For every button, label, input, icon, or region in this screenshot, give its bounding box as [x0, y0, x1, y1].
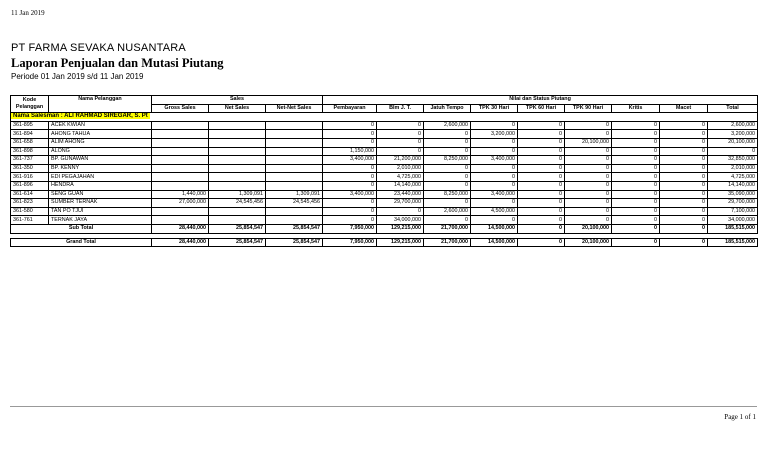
cell-total: 7,100,000: [708, 207, 758, 216]
cell-tpk90: 0: [565, 216, 612, 225]
cell-jatuh_tempo: 0: [424, 138, 471, 147]
cell-kode: 361-761: [11, 216, 49, 225]
cell-jatuh_tempo: 0: [424, 164, 471, 173]
cell-tpk90: 0: [565, 121, 612, 130]
header-sales-group: Sales: [152, 96, 323, 105]
cell-netnet: [266, 130, 323, 139]
table-row: [11, 207, 758, 216]
header-tpk-30: TPK 30 Hari: [471, 104, 518, 113]
cell-kode: 361-895: [11, 121, 49, 130]
company-name: PT FARMA SEVAKA NUSANTARA: [11, 42, 186, 54]
header-net-net-sales: Net-Net Sales: [266, 104, 323, 113]
table-row: [11, 147, 758, 156]
cell-total: 0: [708, 147, 758, 156]
report-table: [10, 95, 758, 247]
salesman-label: Nama Salesman : ALI RAHMAD SIREGAR, S. Pt: [13, 113, 148, 120]
cell-netnet: [266, 181, 323, 190]
cell-tpk30: 0: [471, 164, 518, 173]
cell-jatuh_tempo: 0: [424, 130, 471, 139]
cell-tpk60: 0: [518, 173, 565, 182]
grand-total-row-total: 185,515,000: [708, 238, 758, 247]
cell-nama: ALIM AHONG: [49, 138, 152, 147]
cell-blm_jt: 0: [377, 138, 424, 147]
cell-blm_jt: 34,000,000: [377, 216, 424, 225]
cell-kritis: 0: [612, 156, 660, 165]
cell-total: 2,010,000: [708, 164, 758, 173]
cell-gross: [152, 207, 209, 216]
table-row: [11, 216, 758, 225]
cell-tpk30: 3,200,000: [471, 130, 518, 139]
cell-tpk90: 0: [565, 181, 612, 190]
cell-tpk30: 0: [471, 147, 518, 156]
cell-gross: [152, 156, 209, 165]
cell-macet: 0: [660, 181, 708, 190]
cell-tpk30: 0: [471, 199, 518, 208]
cell-gross: [152, 216, 209, 225]
cell-nama: SENG GUAN: [49, 190, 152, 199]
cell-total: 20,100,000: [708, 138, 758, 147]
cell-pembayaran: 0: [323, 130, 377, 139]
cell-tpk30: 0: [471, 173, 518, 182]
grand-total-row-pembayaran: 7,950,000: [323, 238, 377, 247]
cell-gross: [152, 121, 209, 130]
sub-total-row-tpk60: 0: [518, 224, 565, 233]
cell-nama: BP. KENNY: [49, 164, 152, 173]
table-row: [11, 181, 758, 190]
cell-kritis: 0: [612, 190, 660, 199]
cell-net: [209, 121, 266, 130]
sub-total-row-netnet: 25,854,547: [266, 224, 323, 233]
cell-kode: 361-823: [11, 199, 49, 208]
cell-total: 34,000,000: [708, 216, 758, 225]
cell-tpk90: 0: [565, 164, 612, 173]
table-row: [11, 121, 758, 130]
cell-net: [209, 147, 266, 156]
grand-total-row-jatuh_tempo: 21,700,000: [424, 238, 471, 247]
sub-total-row-pembayaran: 7,950,000: [323, 224, 377, 233]
cell-net: [209, 207, 266, 216]
header-gross-sales: Gross Sales: [152, 104, 209, 113]
cell-pembayaran: 0: [323, 199, 377, 208]
cell-net: [209, 216, 266, 225]
cell-tpk60: 0: [518, 199, 565, 208]
cell-pembayaran: 0: [323, 181, 377, 190]
cell-tpk30: 3,400,000: [471, 156, 518, 165]
cell-kritis: 0: [612, 164, 660, 173]
cell-kritis: 0: [612, 138, 660, 147]
cell-pembayaran: 0: [323, 207, 377, 216]
header-nama-pelanggan: Nama Pelanggan: [49, 96, 152, 113]
cell-jatuh_tempo: 0: [424, 216, 471, 225]
cell-kode: 361-896: [11, 181, 49, 190]
grand-total-row-gross: 28,440,000: [152, 238, 209, 247]
grand-total-row-tpk30: 14,500,000: [471, 238, 518, 247]
sub-total-row-label: Sub Total: [11, 224, 152, 233]
grand-total-row-kritis: 0: [612, 238, 660, 247]
cell-tpk90: 0: [565, 199, 612, 208]
cell-tpk60: 0: [518, 207, 565, 216]
sub-total-row-tpk30: 14,500,000: [471, 224, 518, 233]
cell-gross: 27,000,000: [152, 199, 209, 208]
cell-pembayaran: 0: [323, 121, 377, 130]
footer-divider: [10, 406, 757, 407]
cell-blm_jt: 14,140,000: [377, 181, 424, 190]
header-macet: Macet: [660, 104, 708, 113]
grand-total-row-tpk90: 20,100,000: [565, 238, 612, 247]
cell-nama: TAN PO TJUI: [49, 207, 152, 216]
cell-blm_jt: 0: [377, 121, 424, 130]
cell-gross: [152, 147, 209, 156]
cell-tpk90: 0: [565, 130, 612, 139]
cell-kode: 361-614: [11, 190, 49, 199]
cell-macet: 0: [660, 156, 708, 165]
cell-tpk30: 4,500,000: [471, 207, 518, 216]
cell-netnet: [266, 138, 323, 147]
sub-total-row-tpk90: 20,100,000: [565, 224, 612, 233]
cell-macet: 0: [660, 130, 708, 139]
cell-blm_jt: 21,200,000: [377, 156, 424, 165]
grand-total-row-label: Grand Total: [11, 238, 152, 247]
header-kritis: Kritis: [612, 104, 660, 113]
cell-gross: [152, 130, 209, 139]
cell-tpk60: 0: [518, 147, 565, 156]
cell-netnet: [266, 173, 323, 182]
cell-netnet: [266, 216, 323, 225]
cell-tpk90: 0: [565, 207, 612, 216]
cell-gross: 1,440,000: [152, 190, 209, 199]
cell-blm_jt: 4,725,000: [377, 173, 424, 182]
cell-pembayaran: 3,400,000: [323, 156, 377, 165]
header-pembayaran: Pembayaran: [323, 104, 377, 113]
cell-net: [209, 130, 266, 139]
cell-macet: 0: [660, 173, 708, 182]
cell-jatuh_tempo: 8,250,000: [424, 156, 471, 165]
cell-net: [209, 173, 266, 182]
cell-pembayaran: 0: [323, 138, 377, 147]
cell-kritis: 0: [612, 199, 660, 208]
grand-total-row-tpk60: 0: [518, 238, 565, 247]
cell-tpk30: 0: [471, 138, 518, 147]
cell-blm_jt: 23,440,000: [377, 190, 424, 199]
grand-total-row-blm_jt: 129,215,000: [377, 238, 424, 247]
sub-total-row-kritis: 0: [612, 224, 660, 233]
cell-jatuh_tempo: 0: [424, 181, 471, 190]
cell-jatuh_tempo: 0: [424, 199, 471, 208]
cell-tpk90: 0: [565, 190, 612, 199]
sub-total-row: [11, 224, 758, 233]
sub-total-row-blm_jt: 129,215,000: [377, 224, 424, 233]
cell-net: [209, 181, 266, 190]
cell-kritis: 0: [612, 216, 660, 225]
cell-kritis: 0: [612, 121, 660, 130]
cell-netnet: [266, 156, 323, 165]
cell-blm_jt: 2,010,000: [377, 164, 424, 173]
cell-nama: HENDRA: [49, 181, 152, 190]
cell-blm_jt: 0: [377, 147, 424, 156]
cell-kritis: 0: [612, 147, 660, 156]
cell-tpk90: 0: [565, 156, 612, 165]
cell-nama: BP. GUNAWAN: [49, 156, 152, 165]
cell-pembayaran: 0: [323, 216, 377, 225]
table-row: [11, 173, 758, 182]
cell-total: 2,600,000: [708, 121, 758, 130]
cell-tpk30: 3,400,000: [471, 190, 518, 199]
header-jatuh-tempo: Jatuh Tempo: [424, 104, 471, 113]
cell-net: 24,545,456: [209, 199, 266, 208]
cell-kode: 361-737: [11, 156, 49, 165]
header-kode-pelanggan: Kode Pelanggan: [11, 96, 49, 113]
table-row: [11, 164, 758, 173]
cell-kode: 361-658: [11, 138, 49, 147]
cell-tpk30: 0: [471, 181, 518, 190]
cell-tpk60: 0: [518, 138, 565, 147]
table-row: [11, 130, 758, 139]
cell-netnet: [266, 121, 323, 130]
cell-gross: [152, 164, 209, 173]
cell-tpk60: 0: [518, 121, 565, 130]
cell-net: 1,309,091: [209, 190, 266, 199]
cell-kode: 361-894: [11, 130, 49, 139]
cell-tpk60: 0: [518, 181, 565, 190]
cell-total: 35,090,000: [708, 190, 758, 199]
cell-nama: ALONG: [49, 147, 152, 156]
cell-kode: 361-350: [11, 164, 49, 173]
table-row: [11, 138, 758, 147]
print-date: 11 Jan 2019: [11, 9, 45, 17]
cell-macet: 0: [660, 207, 708, 216]
cell-tpk60: 0: [518, 164, 565, 173]
cell-kode: 361-898: [11, 147, 49, 156]
cell-pembayaran: 3,400,000: [323, 190, 377, 199]
cell-pembayaran: 0: [323, 164, 377, 173]
cell-nama: AHONG TAHUA: [49, 130, 152, 139]
cell-gross: [152, 181, 209, 190]
cell-netnet: [266, 207, 323, 216]
cell-macet: 0: [660, 199, 708, 208]
sub-total-row-gross: 28,440,000: [152, 224, 209, 233]
cell-pembayaran: 1,150,000: [323, 147, 377, 156]
cell-tpk90: 0: [565, 173, 612, 182]
cell-nama: EDI PEGAJAHAN: [49, 173, 152, 182]
cell-netnet: 1,309,091: [266, 190, 323, 199]
grand-total-row-net: 25,854,547: [209, 238, 266, 247]
cell-blm_jt: 29,700,000: [377, 199, 424, 208]
report-title: Laporan Penjualan dan Mutasi Piutang: [11, 56, 224, 70]
cell-tpk60: 0: [518, 156, 565, 165]
cell-jatuh_tempo: 2,600,000: [424, 207, 471, 216]
cell-nama: TERNAK JAYA: [49, 216, 152, 225]
cell-kritis: 0: [612, 207, 660, 216]
sub-total-row-net: 25,854,547: [209, 224, 266, 233]
cell-tpk30: 0: [471, 216, 518, 225]
grand-total-row: [11, 238, 758, 247]
table-row: [11, 156, 758, 165]
cell-macet: 0: [660, 216, 708, 225]
sub-total-row-jatuh_tempo: 21,700,000: [424, 224, 471, 233]
cell-netnet: [266, 147, 323, 156]
sub-total-row-macet: 0: [660, 224, 708, 233]
cell-tpk90: 20,100,000: [565, 138, 612, 147]
cell-jatuh_tempo: 2,600,000: [424, 121, 471, 130]
cell-tpk60: 0: [518, 130, 565, 139]
header-total: Total: [708, 104, 758, 113]
salesman-row: [11, 113, 758, 122]
cell-netnet: 24,545,456: [266, 199, 323, 208]
cell-macet: 0: [660, 164, 708, 173]
table-row: [11, 190, 758, 199]
cell-kritis: 0: [612, 181, 660, 190]
report-period: Periode 01 Jan 2019 s/d 11 Jan 2019: [11, 72, 144, 81]
cell-netnet: [266, 164, 323, 173]
cell-tpk90: 0: [565, 147, 612, 156]
cell-total: 32,850,000: [708, 156, 758, 165]
cell-total: 4,725,000: [708, 173, 758, 182]
header-tpk-90: TPK 90 Hari: [565, 104, 612, 113]
cell-macet: 0: [660, 138, 708, 147]
cell-total: 29,700,000: [708, 199, 758, 208]
cell-jatuh_tempo: 8,250,000: [424, 190, 471, 199]
cell-kritis: 0: [612, 130, 660, 139]
cell-total: 3,200,000: [708, 130, 758, 139]
cell-tpk30: 0: [471, 121, 518, 130]
cell-macet: 0: [660, 147, 708, 156]
cell-kritis: 0: [612, 173, 660, 182]
cell-net: [209, 164, 266, 173]
cell-macet: 0: [660, 121, 708, 130]
header-blm-jt: Blm J. T.: [377, 104, 424, 113]
page-number: Page 1 of 1: [724, 413, 756, 421]
cell-kode: 361-580: [11, 207, 49, 216]
cell-net: [209, 156, 266, 165]
grand-total-row-netnet: 25,854,547: [266, 238, 323, 247]
cell-total: 14,140,000: [708, 181, 758, 190]
cell-nama: ACEK KWIAN: [49, 121, 152, 130]
sub-total-row-total: 185,515,000: [708, 224, 758, 233]
cell-blm_jt: 0: [377, 207, 424, 216]
cell-blm_jt: 0: [377, 130, 424, 139]
cell-macet: 0: [660, 190, 708, 199]
header-net-sales: Net Sales: [209, 104, 266, 113]
cell-gross: [152, 173, 209, 182]
table-row: [11, 199, 758, 208]
cell-kode: 361-916: [11, 173, 49, 182]
header-tpk-60: TPK 60 Hari: [518, 104, 565, 113]
grand-total-row-macet: 0: [660, 238, 708, 247]
header-piutang-group: Nilai dan Status Piutang: [323, 96, 758, 105]
cell-tpk60: 0: [518, 216, 565, 225]
cell-jatuh_tempo: 0: [424, 173, 471, 182]
cell-net: [209, 138, 266, 147]
cell-gross: [152, 138, 209, 147]
cell-tpk60: 0: [518, 190, 565, 199]
cell-nama: SUMBER TERNAK: [49, 199, 152, 208]
cell-jatuh_tempo: 0: [424, 147, 471, 156]
cell-pembayaran: 0: [323, 173, 377, 182]
